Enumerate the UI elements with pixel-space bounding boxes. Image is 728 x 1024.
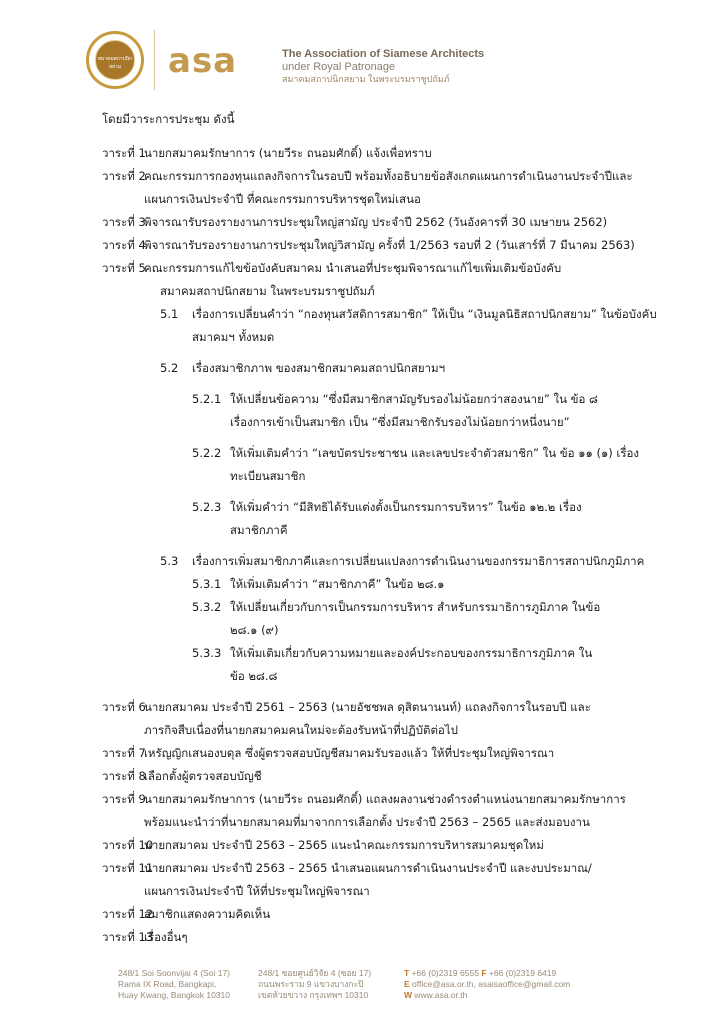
agenda-continuation: ภารกิจสืบเนื่องที่นายกสมาคมคนใหม่จะต้องรับหน้าที่ปฏิบัติต่อไป <box>144 723 458 737</box>
subitem-5-3-1 <box>102 573 702 596</box>
footer-address-english <box>118 968 230 1001</box>
agenda-item-13 <box>102 926 702 949</box>
footer-email-line <box>404 979 570 990</box>
seal-text: สมาคมสถาปนิกสยาม <box>97 56 133 70</box>
subitem-number: 5.2.3 <box>192 500 222 514</box>
footer-line: Huay Kwang, Bangkok 10310 <box>118 990 230 1000</box>
subitem-5-3 <box>102 550 702 573</box>
document-body <box>102 108 702 949</box>
agenda-item-6 <box>102 696 702 719</box>
agenda-text: นายกสมาคมรักษาการ (นายวีระ ถนอมศักดิ์) แจ้งเพื่อทราบ <box>144 146 432 160</box>
subitem-5-2-2 <box>102 442 702 465</box>
footer-line: Rama IX Road, Bangkapi, <box>118 979 217 989</box>
agenda-text: เลือกตั้งผู้ตรวจสอบบัญชี <box>144 769 262 783</box>
subitem-continuation: ทะเบียนสมาชิก <box>230 469 306 483</box>
subitem-text: ให้เปลี่ยนเกี่ยวกับการเป็นกรรมการบริหาร สำหรับกรรมาธิการภูมิภาค ในข้อ <box>230 600 601 614</box>
agenda-label: วาระที่ 1 <box>102 146 146 160</box>
agenda-continuation: แผนการเงินประจำปี ให้ที่ประชุมใหญ่พิจารณา <box>144 884 370 898</box>
subitem-text: เรื่องการเปลี่ยนคำว่า “กองทุนสวัสดิการสมาชิก” ให้เป็น “เงินมูลนิธิสถาปนิกสยาม” ในข้อบังคับ <box>192 307 657 321</box>
agenda-item-8 <box>102 765 702 788</box>
footer-address-thai <box>258 968 371 1001</box>
agenda-text: พิจารณารับรองรายงานการประชุมใหญ่สามัญ ประจำปี 2562 (วันอังคารที่ 30 เมษายน 2562) <box>144 215 608 229</box>
subitem-text: เรื่องการเพิ่มสมาชิกภาคีและการเปลี่ยนแปลงการดำเนินงานของกรรมาธิการสถาปนิกภูมิภาค <box>192 554 645 568</box>
agenda-text: นายกสมาคม ประจำปี 2563 – 2565 แนะนำคณะกรรมการบริหารสมาคมชุดใหม่ <box>144 838 544 852</box>
footer-line: 248/1 Soi Soonvijai 4 (Soi 17) <box>118 968 230 978</box>
agenda-text: คณะกรรมการกองทุนแถลงกิจการในรอบปี พร้อมทั้งอธิบายข้อสังเกตแผนการดำเนินงานประจำปีและ <box>144 169 633 183</box>
intro-text: โดยมีวาระการประชุม ดังนี้ <box>102 112 235 126</box>
agenda-text: สมาชิกแสดงความคิดเห็น <box>144 907 271 921</box>
letterhead <box>0 0 728 100</box>
subitem-5-2-3 <box>102 496 702 519</box>
agenda-label: วาระที่ 3 <box>102 215 146 229</box>
agenda-item-4 <box>102 234 702 257</box>
association-thai-name: สมาคมสถาปนิกสยาม ในพระบรมราชูปถัมภ์ <box>282 74 450 84</box>
agenda-label: วาระที่ 6 <box>102 700 146 714</box>
subitem-number: 5.3.3 <box>192 646 222 660</box>
subitem-text: ให้เพิ่มเติมคำว่า “สมาชิกภาคี” ในข้อ ๒๘.๑ <box>230 577 445 591</box>
agenda-item-12 <box>102 903 702 926</box>
subitem-5-2 <box>102 357 702 380</box>
association-patronage: under Royal Patronage <box>282 61 396 73</box>
subitem-text: ให้เพิ่มเติมคำว่า “เลขบัตรประชาชน และเลขประจำตัวสมาชิก” ใน ข้อ ๑๑ (๑) เรื่อง <box>230 446 640 460</box>
fax-value: +66 (0)2319 6419 <box>488 968 557 978</box>
agenda-continuation: สมาคมสถาปนิกสยาม ในพระบรมราชูปถัมภ์ <box>160 284 375 298</box>
email-label: E <box>404 979 410 989</box>
association-seal-icon <box>86 31 144 89</box>
agenda-label: วาระที่ 9 <box>102 792 146 806</box>
phone-label: T <box>404 968 410 978</box>
subitem-5-3-2 <box>102 596 702 619</box>
footer-line: ถนนพระราม 9 แขวงบางกะปิ <box>258 979 364 989</box>
subitem-continuation: สมาคมฯ ทั้งหมด <box>192 330 275 344</box>
subitem-text: ให้เพิ่มเติมเกี่ยวกับความหมายและองค์ประกอบของกรรมาธิการภูมิภาค ใน <box>230 646 593 660</box>
agenda-item-11 <box>102 857 702 880</box>
agenda-text: พิจารณารับรองรายงานการประชุมใหญ่วิสามัญ ครั้งที่ 1/2563 รอบที่ 2 (วันเสาร์ที่ 7 มีนาคม 2563) <box>144 238 635 252</box>
agenda-item-1 <box>102 142 702 165</box>
agenda-continuation: พร้อมแนะนำว่าที่นายกสมาคมที่มาจากการเลือกตั้ง ประจำปี 2563 – 2565 และส่งมอบงาน <box>144 815 590 829</box>
subitem-number: 5.3.1 <box>192 577 222 591</box>
association-name: The Association of Siamese Architects <box>282 48 485 60</box>
phone-value: +66 (0)2319 6555 <box>411 968 479 978</box>
letterhead-footer <box>0 968 728 1024</box>
email-value: office@asa.or.th, asaisaoffice@gmail.com <box>412 979 571 989</box>
subitem-number: 5.2.2 <box>192 446 222 460</box>
seal-inner <box>95 40 135 80</box>
subitem-continuation: เรื่องการเข้าเป็นสมาชิก เป็น “ซึ่งมีสมาชิกรับรองไม่น้อยกว่าหนึ่งนาย” <box>230 415 570 429</box>
association-name-block <box>282 48 484 85</box>
footer-phone-line <box>404 968 570 979</box>
subitem-continuation: ข้อ ๒๘.๘ <box>230 669 278 683</box>
subitem-number: 5.2 <box>160 361 179 375</box>
agenda-label: วาระที่ 10 <box>102 838 154 852</box>
agenda-item-9 <box>102 788 702 811</box>
footer-line: เขตห้วยขวาง กรุงเทพฯ 10310 <box>258 990 369 1000</box>
agenda-label: วาระที่ 8 <box>102 769 146 783</box>
agenda-text: นายกสมาคมรักษาการ (นายวีระ ถนอมศักดิ์) แถลงผลงานช่วงดำรงตำแหน่งนายกสมาคมรักษาการ <box>144 792 626 806</box>
agenda-item-3 <box>102 211 702 234</box>
agenda-text: นายกสมาคม ประจำปี 2563 – 2565 นำเสนอแผนการดำเนินงานประจำปี และงบประมาณ/ <box>144 861 592 875</box>
agenda-text: คณะกรรมการแก้ไขข้อบังคับสมาคม นำเสนอที่ประชุมพิจารณาแก้ไขเพิ่มเติมข้อบังคับ <box>144 261 562 275</box>
website-value: www.asa.or.th <box>414 990 468 1000</box>
subitem-number: 5.3.2 <box>192 600 222 614</box>
agenda-label: วาระที่ 5 <box>102 261 146 275</box>
agenda-item-2 <box>102 165 702 188</box>
subitem-number: 5.3 <box>160 554 179 568</box>
agenda-label: วาระที่ 13 <box>102 930 154 944</box>
subitem-number: 5.1 <box>160 307 179 321</box>
subitem-5-1 <box>102 303 702 326</box>
agenda-item-10 <box>102 834 702 857</box>
fax-label: F <box>481 968 487 978</box>
subitem-text: ให้เพิ่มคำว่า “มีสิทธิได้รับแต่งตั้งเป็นกรรมการบริหาร” ในข้อ ๑๒.๒ เรื่อง <box>230 500 582 514</box>
agenda-continuation: แผนการเงินประจำปี ที่คณะกรรมการบริหารชุดใหม่เสนอ <box>144 192 421 206</box>
agenda-item-5 <box>102 257 702 280</box>
agenda-text: นายกสมาคม ประจำปี 2561 – 2563 (นายอัชชพล ดุสิตนานนท์) แถลงกิจการในรอบปี และ <box>144 700 591 714</box>
subitem-5-2-1 <box>102 388 702 411</box>
agenda-label: วาระที่ 11 <box>102 861 154 875</box>
agenda-text: เรื่องอื่นๆ <box>144 930 188 944</box>
agenda-label: วาระที่ 4 <box>102 238 146 252</box>
subitem-number: 5.2.1 <box>192 392 222 406</box>
subitem-text: เรื่องสมาชิกภาพ ของสมาชิกสมาคมสถาปนิกสยามฯ <box>192 361 446 375</box>
subitem-continuation: สมาชิกภาคี <box>230 523 288 537</box>
agenda-text: เหรัญญิกเสนองบดุล ซึ่งผู้ตรวจสอบบัญชีสมาคมรับรองแล้ว ให้ที่ประชุมใหญ่พิจารณา <box>144 746 555 760</box>
asa-logo: asa <box>168 41 238 81</box>
footer-line: 248/1 ซอยศูนย์วิจัย 4 (ซอย 17) <box>258 968 372 978</box>
agenda-label: วาระที่ 2 <box>102 169 146 183</box>
agenda-label: วาระที่ 7 <box>102 746 146 760</box>
footer-contact <box>404 968 570 1001</box>
agenda-item-7 <box>102 742 702 765</box>
subitem-text: ให้เปลี่ยนข้อความ “ซึ่งมีสมาชิกสามัญรับรองไม่น้อยกว่าสองนาย” ใน ข้อ ๘ <box>230 392 598 406</box>
subitem-5-3-3 <box>102 642 702 665</box>
footer-website-line <box>404 990 570 1001</box>
website-label: W <box>404 990 413 1000</box>
header-divider <box>154 30 155 90</box>
subitem-continuation: ๒๘.๑ (๙) <box>230 623 279 637</box>
agenda-label: วาระที่ 12 <box>102 907 154 921</box>
